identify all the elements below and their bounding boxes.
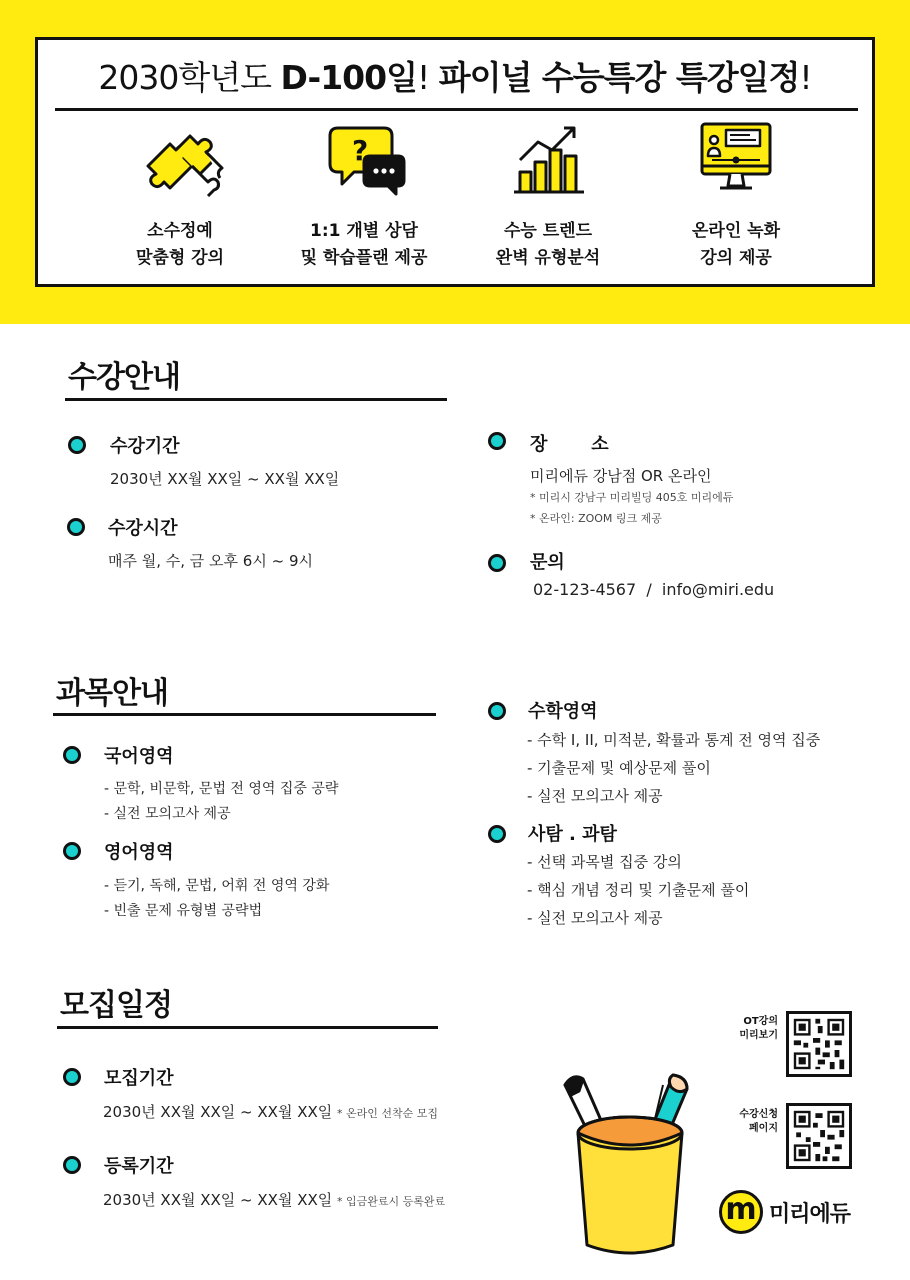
feature-trend-analysis — [458, 120, 638, 272]
brand-name: 미리에듀 — [769, 1202, 851, 1227]
contact-value: 02-123-4567 / info@miri.edu — [533, 580, 775, 599]
register-period-title: 등록기간 — [104, 1156, 174, 1177]
feature-line: 강의 제공 — [700, 248, 772, 268]
section-title-course-info: 수강안내 — [68, 360, 180, 395]
qr-code-icon — [789, 1106, 849, 1166]
bullet-dot — [67, 518, 85, 536]
contact-title: 문의 — [530, 552, 565, 573]
course-time-title: 수강시간 — [108, 518, 178, 539]
brand-logo-icon: m — [719, 1190, 763, 1234]
feature-consulting — [274, 120, 454, 272]
page-title — [38, 56, 872, 100]
bullet-dot — [63, 1156, 81, 1174]
qr-ot-label — [720, 1015, 778, 1043]
feature-line: 완벽 유형분석 — [495, 248, 601, 268]
section-divider — [53, 713, 436, 716]
subject-math-title: 수학영역 — [528, 701, 598, 722]
subject-math-line: - 수학 I, II, 미적분, 확률과 통계 전 영역 집중 — [527, 731, 821, 749]
bullet-dot — [488, 432, 506, 450]
qr-code-icon — [789, 1014, 849, 1074]
chat-question-icon — [314, 120, 414, 200]
title-end: ! — [799, 58, 812, 97]
online-lecture-icon — [686, 120, 786, 200]
subject-inquiry-line: - 핵심 개념 정리 및 기출문제 풀이 — [527, 881, 750, 899]
subject-inquiry-line: - 실전 모의고사 제공 — [527, 909, 663, 927]
qr-apply-label — [720, 1108, 778, 1136]
course-period-title: 수강기간 — [110, 436, 180, 457]
subject-inquiry-line: - 선택 과목별 집중 강의 — [527, 853, 682, 871]
subject-korean-title: 국어영역 — [104, 746, 174, 767]
subject-inquiry-title: 사탐 . 과탐 — [528, 824, 617, 845]
recruit-date: 2030년 XX월 XX일 ~ XX월 XX일 — [103, 1103, 333, 1121]
course-place-value: 미리에듀 강남점 OR 온라인 — [530, 467, 712, 485]
qr-label-line: 수강신청 — [739, 1109, 778, 1120]
recruit-period-value — [103, 1101, 438, 1122]
bullet-dot — [488, 825, 506, 843]
register-note: * 입금완료시 등록완료 — [337, 1195, 446, 1208]
feature-line: 수능 트렌드 — [503, 221, 593, 241]
course-period-value: 2030년 XX월 XX일 ~ XX월 XX일 — [110, 470, 340, 488]
course-time-value: 매주 월, 수, 금 오후 6시 ~ 9시 — [108, 552, 313, 570]
header-box — [35, 37, 875, 287]
course-place-title: 장 소 — [530, 434, 609, 455]
bullet-dot — [488, 554, 506, 572]
subject-math-line: - 실전 모의고사 제공 — [527, 787, 663, 805]
subject-english-title: 영어영역 — [104, 842, 174, 863]
subject-english-line: - 듣기, 독해, 문법, 어휘 전 영역 강화 — [104, 878, 330, 894]
subject-math-line: - 기출문제 및 예상문제 풀이 — [527, 759, 711, 777]
feature-line: 맞춤형 강의 — [135, 248, 225, 268]
bullet-dot — [488, 702, 506, 720]
feature-online-lecture — [646, 120, 826, 272]
feature-line: 1:1 개별 상담 — [310, 221, 418, 241]
feature-small-class — [90, 120, 270, 272]
trend-chart-icon — [498, 120, 598, 200]
register-period-value — [103, 1189, 445, 1210]
feature-line: 및 학습플랜 제공 — [300, 248, 428, 268]
subject-english-line: - 빈출 문제 유형별 공략법 — [104, 903, 263, 919]
bullet-dot — [63, 746, 81, 764]
bullet-dot — [68, 436, 86, 454]
title-main: 파이널 수능특강 특강일정 — [438, 58, 800, 97]
qr-label-line: 미리보기 — [739, 1030, 778, 1041]
qr-label-line: 페이지 — [749, 1123, 778, 1134]
bullet-dot — [63, 842, 81, 860]
feature-line: 소수정예 — [147, 221, 213, 241]
svg-text:?: ? — [352, 134, 369, 167]
recruit-period-title: 모집기간 — [104, 1068, 174, 1089]
title-prefix: 2030학년도 — [98, 58, 281, 97]
bullet-dot — [63, 1068, 81, 1086]
section-divider — [57, 1026, 438, 1029]
register-date: 2030년 XX월 XX일 ~ XX월 XX일 — [103, 1191, 333, 1209]
section-divider — [65, 398, 447, 401]
puzzle-icon — [130, 120, 230, 200]
subject-korean-line: - 문학, 비문학, 문법 전 영역 집중 공략 — [104, 781, 339, 797]
subject-korean-line: - 실전 모의고사 제공 — [104, 806, 231, 822]
feature-line: 온라인 녹화 — [691, 221, 781, 241]
title-dday: D-100일 — [280, 58, 417, 97]
header-divider — [55, 108, 858, 111]
pencil-cup-illustration — [555, 1065, 715, 1265]
section-title-schedule: 모집일정 — [60, 988, 172, 1023]
qr-apply-page[interactable] — [786, 1103, 852, 1169]
course-place-note: * 미리시 강남구 미리빌딩 405호 미리에듀 — [530, 491, 734, 504]
qr-ot-preview[interactable] — [786, 1011, 852, 1077]
section-title-subjects: 과목안내 — [56, 676, 168, 711]
recruit-note: * 온라인 선착순 모집 — [337, 1107, 439, 1120]
course-place-note: * 온라인: ZOOM 링크 제공 — [530, 512, 662, 525]
qr-label-line: OT강의 — [743, 1016, 778, 1027]
title-mid: ! — [416, 58, 439, 97]
